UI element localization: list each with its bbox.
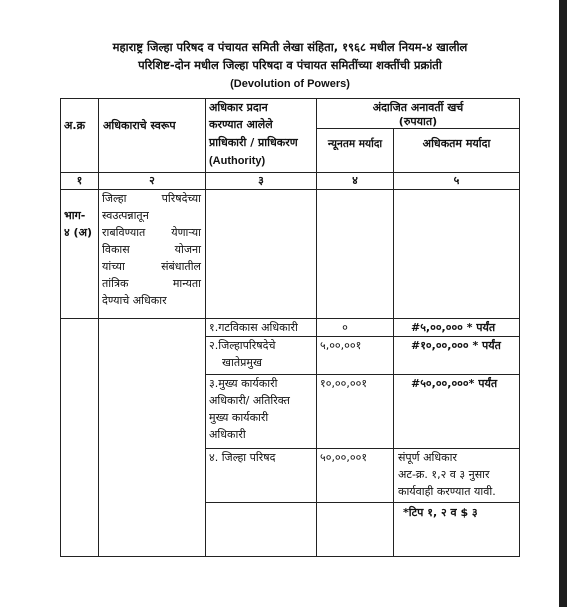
section-nature-line: राबविण्यात येणाऱ्या	[102, 226, 201, 239]
document-title-line1: महाराष्ट्र जिल्हा परिषद व पंचायत समिती लेखा संहिता, १९६८ मधील नियम-४ खालील	[112, 40, 468, 54]
section-nature-line: स्वउत्पन्नातून	[102, 209, 149, 222]
header-max: अधिकतम मर्यादा	[422, 137, 491, 150]
header-expense: अंदाजित अनावर्ती खर्च	[372, 101, 464, 114]
header-nature: अधिकाराचे स्वरूप	[103, 119, 176, 132]
row4-max-line1: संपूर्ण अधिकार	[398, 451, 457, 464]
section-nature-line: विकास योजना	[102, 243, 201, 256]
row2-min: ५,००,००१	[320, 339, 362, 352]
col-number-3: ३	[258, 174, 264, 187]
section-sr-line1: भाग-	[64, 209, 86, 222]
col-number-2: २	[149, 174, 155, 187]
header-authority-line1: अधिकार प्रदान	[209, 101, 268, 114]
row2-authority-line1: २.जिल्हापरिषदेचे	[209, 339, 276, 352]
row4-authority: ४. जिल्हा परिषद	[209, 451, 276, 464]
section-sr-line2: ४ (अ)	[64, 226, 93, 239]
row3-authority-line4: अधिकारी	[209, 428, 246, 441]
section-nature-line: देण्याचे अधिकार	[102, 294, 167, 307]
header-authority-line3: प्राधिकारी / प्राधिकरण	[209, 136, 298, 149]
col-number-5: ५	[453, 174, 460, 187]
row1-authority: १.गटविकास अधिकारी	[209, 321, 298, 334]
row3-authority-line3: मुख्य कार्यकारी	[209, 411, 269, 424]
col-number-4: ४	[352, 174, 358, 187]
row1-min: ०	[342, 321, 348, 334]
row4-max-line3: कार्यवाही करण्यात यावी.	[398, 485, 496, 498]
header-sr: अ.क्र	[64, 119, 86, 132]
header-min: न्यूनतम मर्यादा	[327, 138, 383, 150]
section-nature-line: तांत्रिक मान्यता	[102, 277, 201, 290]
section-nature-line: जिल्हा परिषदेच्या	[102, 192, 201, 205]
header-authority-line2: करण्यात आलेले	[209, 118, 273, 131]
header-authority-line4: (Authority)	[209, 155, 266, 167]
row1-max: #५,००,००० * पर्यंत	[411, 321, 496, 334]
row4-min: ५०,००,००१	[320, 451, 368, 464]
row4-max-line2: अट-क्र. १,२ व ३ नुसार	[398, 468, 490, 481]
document-title-line3: (Devolution of Powers)	[230, 78, 350, 90]
footnote: *टिप १, २ व $ ३	[403, 506, 478, 519]
row2-authority-line2: खातेप्रमुख	[222, 356, 262, 369]
row3-authority-line2: अधिकारी/ अतिरिक्त	[209, 394, 290, 407]
row3-authority-line1: ३.मुख्य कार्यकारी	[209, 377, 278, 390]
document-title-line2: परिशिष्ट-दोन मधील जिल्हा परिषदा व पंचायत समितींच्या शक्तींची प्रक्रांती	[138, 58, 442, 72]
row3-max: #५०,००,०००* पर्यंत	[411, 377, 498, 390]
row2-max: #१०,००,००० * पर्यंत	[411, 339, 501, 352]
col-number-1: १	[76, 174, 83, 187]
section-nature-line: यांच्या संबंधातील	[102, 260, 201, 273]
header-expense-unit: (रुपयात)	[398, 115, 438, 128]
row3-min: १०,००,००१	[320, 377, 368, 390]
